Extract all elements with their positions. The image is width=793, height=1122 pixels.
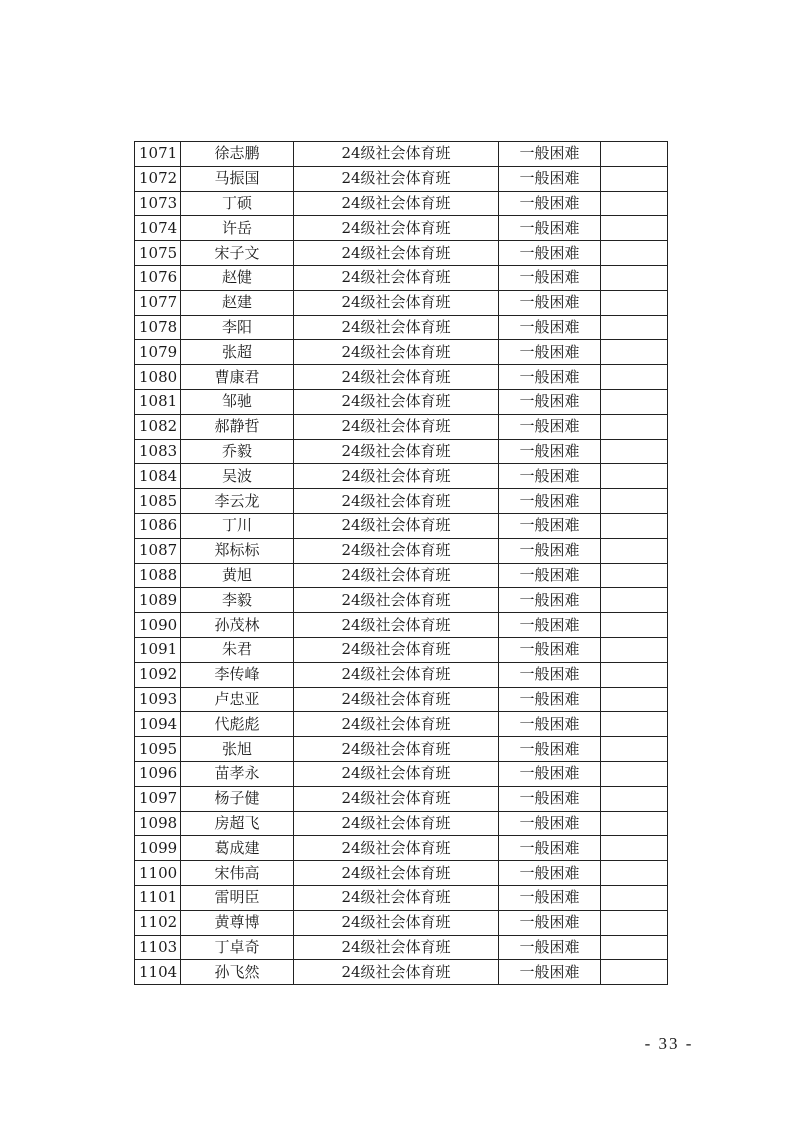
table-row — [135, 861, 668, 886]
note-cell — [601, 315, 668, 340]
student-name-cell: 乔毅 — [181, 439, 294, 464]
table-row — [135, 464, 668, 489]
difficulty-level-cell: 一般困难 — [499, 414, 601, 439]
class-name-cell: 24级社会体育班 — [294, 687, 499, 712]
student-name-cell: 孙茂林 — [181, 613, 294, 638]
difficulty-level-cell: 一般困难 — [499, 241, 601, 266]
class-name-cell: 24级社会体育班 — [294, 861, 499, 886]
table-row — [135, 811, 668, 836]
class-name-cell: 24级社会体育班 — [294, 588, 499, 613]
row-number-cell: 1097 — [135, 786, 181, 811]
table-row — [135, 935, 668, 960]
table-row — [135, 737, 668, 762]
note-cell — [601, 216, 668, 241]
class-name-cell: 24级社会体育班 — [294, 489, 499, 514]
table-row — [135, 836, 668, 861]
row-number-cell: 1071 — [135, 142, 181, 167]
table-row — [135, 662, 668, 687]
row-number-cell: 1080 — [135, 365, 181, 390]
table-row — [135, 340, 668, 365]
difficulty-level-cell: 一般困难 — [499, 935, 601, 960]
note-cell — [601, 365, 668, 390]
student-name-cell: 郝静哲 — [181, 414, 294, 439]
note-cell — [601, 340, 668, 365]
student-name-cell: 丁硕 — [181, 191, 294, 216]
student-name-cell: 李毅 — [181, 588, 294, 613]
student-name-cell: 许岳 — [181, 216, 294, 241]
row-number-cell: 1095 — [135, 737, 181, 762]
class-name-cell: 24级社会体育班 — [294, 389, 499, 414]
table-row — [135, 563, 668, 588]
class-name-cell: 24级社会体育班 — [294, 166, 499, 191]
table-row — [135, 489, 668, 514]
note-cell — [601, 687, 668, 712]
student-name-cell: 苗孝永 — [181, 761, 294, 786]
student-name-cell: 卢忠亚 — [181, 687, 294, 712]
row-number-cell: 1098 — [135, 811, 181, 836]
difficulty-level-cell: 一般困难 — [499, 836, 601, 861]
note-cell — [601, 538, 668, 563]
table-row — [135, 588, 668, 613]
table-row — [135, 241, 668, 266]
student-name-cell: 李云龙 — [181, 489, 294, 514]
student-name-cell: 宋子文 — [181, 241, 294, 266]
note-cell — [601, 861, 668, 886]
table-row — [135, 142, 668, 167]
difficulty-level-cell: 一般困难 — [499, 712, 601, 737]
row-number-cell: 1081 — [135, 389, 181, 414]
table-row — [135, 315, 668, 340]
row-number-cell: 1084 — [135, 464, 181, 489]
difficulty-level-cell: 一般困难 — [499, 786, 601, 811]
class-name-cell: 24级社会体育班 — [294, 340, 499, 365]
class-name-cell: 24级社会体育班 — [294, 464, 499, 489]
difficulty-level-cell: 一般困难 — [499, 563, 601, 588]
difficulty-level-cell: 一般困难 — [499, 637, 601, 662]
note-cell — [601, 637, 668, 662]
note-cell — [601, 513, 668, 538]
row-number-cell: 1090 — [135, 613, 181, 638]
row-number-cell: 1083 — [135, 439, 181, 464]
class-name-cell: 24级社会体育班 — [294, 761, 499, 786]
note-cell — [601, 191, 668, 216]
table-body — [135, 142, 668, 985]
row-number-cell: 1082 — [135, 414, 181, 439]
difficulty-level-cell: 一般困难 — [499, 389, 601, 414]
table-row — [135, 365, 668, 390]
class-name-cell: 24级社会体育班 — [294, 414, 499, 439]
class-name-cell: 24级社会体育班 — [294, 885, 499, 910]
class-name-cell: 24级社会体育班 — [294, 513, 499, 538]
class-name-cell: 24级社会体育班 — [294, 538, 499, 563]
table-row — [135, 712, 668, 737]
row-number-cell: 1099 — [135, 836, 181, 861]
class-name-cell: 24级社会体育班 — [294, 241, 499, 266]
student-name-cell: 吴波 — [181, 464, 294, 489]
class-name-cell: 24级社会体育班 — [294, 836, 499, 861]
difficulty-level-cell: 一般困难 — [499, 464, 601, 489]
table-row — [135, 687, 668, 712]
student-list-table — [134, 141, 668, 985]
student-name-cell: 马振国 — [181, 166, 294, 191]
class-name-cell: 24级社会体育班 — [294, 910, 499, 935]
student-name-cell: 李阳 — [181, 315, 294, 340]
student-name-cell: 朱君 — [181, 637, 294, 662]
class-name-cell: 24级社会体育班 — [294, 662, 499, 687]
row-number-cell: 1074 — [135, 216, 181, 241]
table-row — [135, 613, 668, 638]
note-cell — [601, 836, 668, 861]
class-name-cell: 24级社会体育班 — [294, 960, 499, 985]
row-number-cell: 1103 — [135, 935, 181, 960]
note-cell — [601, 241, 668, 266]
table-row — [135, 538, 668, 563]
student-name-cell: 张旭 — [181, 737, 294, 762]
table-row — [135, 290, 668, 315]
note-cell — [601, 588, 668, 613]
student-name-cell: 黄尊博 — [181, 910, 294, 935]
student-name-cell: 赵建 — [181, 290, 294, 315]
student-name-cell: 房超飞 — [181, 811, 294, 836]
row-number-cell: 1077 — [135, 290, 181, 315]
page-number: - 33 - — [644, 1034, 694, 1053]
difficulty-level-cell: 一般困难 — [499, 960, 601, 985]
row-number-cell: 1102 — [135, 910, 181, 935]
student-name-cell: 宋伟高 — [181, 861, 294, 886]
student-name-cell: 邹驰 — [181, 389, 294, 414]
note-cell — [601, 786, 668, 811]
difficulty-level-cell: 一般困难 — [499, 737, 601, 762]
student-name-cell: 曹康君 — [181, 365, 294, 390]
note-cell — [601, 761, 668, 786]
difficulty-level-cell: 一般困难 — [499, 613, 601, 638]
row-number-cell: 1092 — [135, 662, 181, 687]
note-cell — [601, 389, 668, 414]
row-number-cell: 1073 — [135, 191, 181, 216]
class-name-cell: 24级社会体育班 — [294, 265, 499, 290]
class-name-cell: 24级社会体育班 — [294, 637, 499, 662]
difficulty-level-cell: 一般困难 — [499, 588, 601, 613]
row-number-cell: 1078 — [135, 315, 181, 340]
difficulty-level-cell: 一般困难 — [499, 861, 601, 886]
row-number-cell: 1075 — [135, 241, 181, 266]
student-name-cell: 丁卓奇 — [181, 935, 294, 960]
class-name-cell: 24级社会体育班 — [294, 712, 499, 737]
class-name-cell: 24级社会体育班 — [294, 191, 499, 216]
difficulty-level-cell: 一般困难 — [499, 687, 601, 712]
student-name-cell: 赵健 — [181, 265, 294, 290]
class-name-cell: 24级社会体育班 — [294, 613, 499, 638]
note-cell — [601, 439, 668, 464]
table-row — [135, 761, 668, 786]
note-cell — [601, 662, 668, 687]
row-number-cell: 1085 — [135, 489, 181, 514]
difficulty-level-cell: 一般困难 — [499, 489, 601, 514]
class-name-cell: 24级社会体育班 — [294, 315, 499, 340]
table-row — [135, 265, 668, 290]
difficulty-level-cell: 一般困难 — [499, 365, 601, 390]
difficulty-level-cell: 一般困难 — [499, 216, 601, 241]
note-cell — [601, 613, 668, 638]
class-name-cell: 24级社会体育班 — [294, 737, 499, 762]
note-cell — [601, 142, 668, 167]
note-cell — [601, 960, 668, 985]
difficulty-level-cell: 一般困难 — [499, 166, 601, 191]
note-cell — [601, 464, 668, 489]
note-cell — [601, 563, 668, 588]
class-name-cell: 24级社会体育班 — [294, 439, 499, 464]
difficulty-level-cell: 一般困难 — [499, 761, 601, 786]
class-name-cell: 24级社会体育班 — [294, 142, 499, 167]
difficulty-level-cell: 一般困难 — [499, 811, 601, 836]
table-row — [135, 439, 668, 464]
row-number-cell: 1096 — [135, 761, 181, 786]
note-cell — [601, 885, 668, 910]
difficulty-level-cell: 一般困难 — [499, 538, 601, 563]
table-row — [135, 513, 668, 538]
class-name-cell: 24级社会体育班 — [294, 786, 499, 811]
table-row — [135, 960, 668, 985]
student-name-cell: 孙飞然 — [181, 960, 294, 985]
table-row — [135, 166, 668, 191]
row-number-cell: 1100 — [135, 861, 181, 886]
row-number-cell: 1087 — [135, 538, 181, 563]
table-row — [135, 786, 668, 811]
note-cell — [601, 935, 668, 960]
difficulty-level-cell: 一般困难 — [499, 513, 601, 538]
difficulty-level-cell: 一般困难 — [499, 439, 601, 464]
student-name-cell: 杨子健 — [181, 786, 294, 811]
row-number-cell: 1093 — [135, 687, 181, 712]
student-name-cell: 丁川 — [181, 513, 294, 538]
note-cell — [601, 166, 668, 191]
row-number-cell: 1104 — [135, 960, 181, 985]
row-number-cell: 1076 — [135, 265, 181, 290]
student-name-cell: 雷明臣 — [181, 885, 294, 910]
table-row — [135, 414, 668, 439]
note-cell — [601, 910, 668, 935]
row-number-cell: 1094 — [135, 712, 181, 737]
class-name-cell: 24级社会体育班 — [294, 563, 499, 588]
row-number-cell: 1101 — [135, 885, 181, 910]
difficulty-level-cell: 一般困难 — [499, 142, 601, 167]
difficulty-level-cell: 一般困难 — [499, 662, 601, 687]
table-row — [135, 191, 668, 216]
student-name-cell: 徐志鹏 — [181, 142, 294, 167]
student-name-cell: 葛成建 — [181, 836, 294, 861]
table-row — [135, 910, 668, 935]
difficulty-level-cell: 一般困难 — [499, 885, 601, 910]
table-row — [135, 389, 668, 414]
row-number-cell: 1072 — [135, 166, 181, 191]
class-name-cell: 24级社会体育班 — [294, 216, 499, 241]
student-name-cell: 郑标标 — [181, 538, 294, 563]
class-name-cell: 24级社会体育班 — [294, 935, 499, 960]
row-number-cell: 1088 — [135, 563, 181, 588]
note-cell — [601, 712, 668, 737]
note-cell — [601, 737, 668, 762]
table-row — [135, 216, 668, 241]
table-row — [135, 637, 668, 662]
student-name-cell: 张超 — [181, 340, 294, 365]
difficulty-level-cell: 一般困难 — [499, 315, 601, 340]
row-number-cell: 1086 — [135, 513, 181, 538]
row-number-cell: 1091 — [135, 637, 181, 662]
row-number-cell: 1089 — [135, 588, 181, 613]
difficulty-level-cell: 一般困难 — [499, 340, 601, 365]
class-name-cell: 24级社会体育班 — [294, 365, 499, 390]
row-number-cell: 1079 — [135, 340, 181, 365]
student-name-cell: 李传峰 — [181, 662, 294, 687]
note-cell — [601, 414, 668, 439]
student-name-cell: 代彪彪 — [181, 712, 294, 737]
note-cell — [601, 290, 668, 315]
student-name-cell: 黄旭 — [181, 563, 294, 588]
note-cell — [601, 811, 668, 836]
note-cell — [601, 265, 668, 290]
difficulty-level-cell: 一般困难 — [499, 265, 601, 290]
difficulty-level-cell: 一般困难 — [499, 290, 601, 315]
class-name-cell: 24级社会体育班 — [294, 290, 499, 315]
note-cell — [601, 489, 668, 514]
class-name-cell: 24级社会体育班 — [294, 811, 499, 836]
table-row — [135, 885, 668, 910]
difficulty-level-cell: 一般困难 — [499, 191, 601, 216]
difficulty-level-cell: 一般困难 — [499, 910, 601, 935]
